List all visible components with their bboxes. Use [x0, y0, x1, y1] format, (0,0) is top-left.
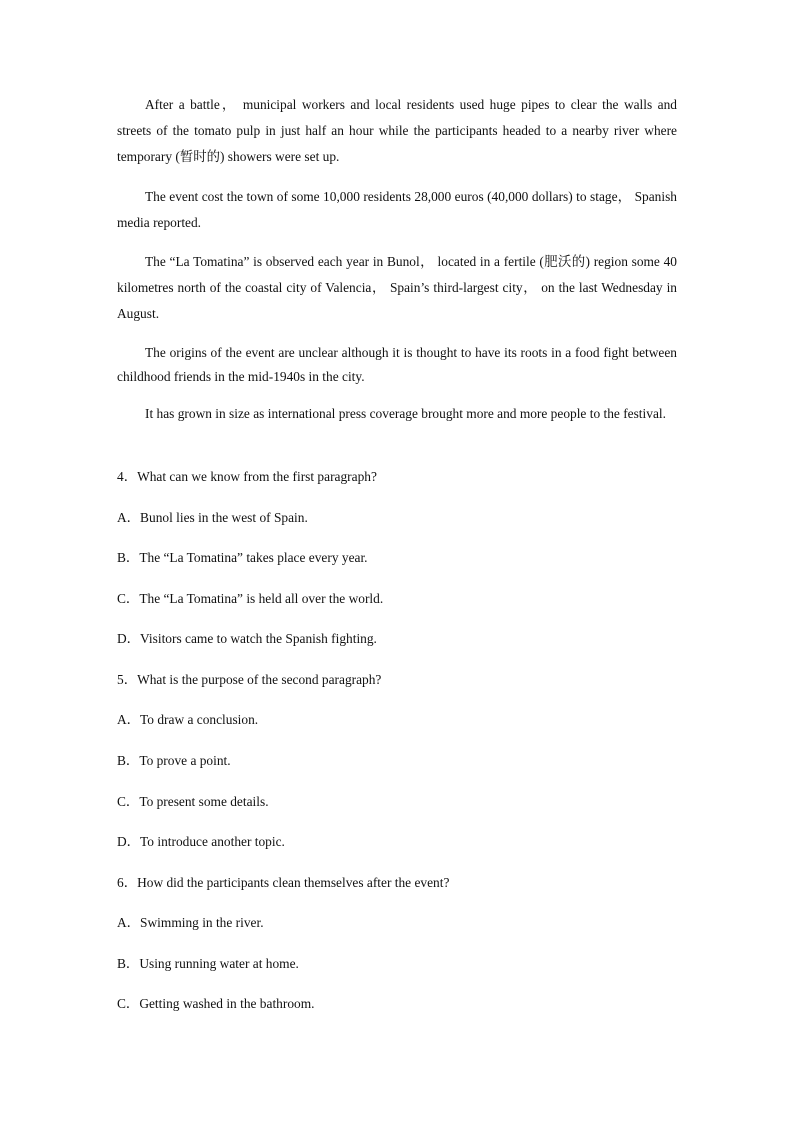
question-6: 6．How did the participants clean themselves after the event? — [117, 875, 450, 890]
question-5: 5．What is the purpose of the second paragraph? — [117, 672, 382, 687]
question-4-option-d: D．Visitors came to watch the Spanish fighting. — [117, 631, 377, 646]
question-5-option-b: B．To prove a point. — [117, 753, 231, 768]
question-6-option-c: C．Getting washed in the bathroom. — [117, 996, 315, 1011]
question-4-option-b: B．The “La Tomatina” takes place every year. — [117, 550, 368, 565]
question-4-option-c: C．The “La Tomatina” is held all over the world. — [117, 591, 384, 606]
paragraph-location: The “La Tomatina” is observed each year in Bunol， located in a fertile (肥沃的) region some 40 kilometres north of the coastal city of Valencia， Spain’s third-largest city， on the last Wednesday in August. — [117, 254, 677, 321]
question-5-option-d: D．To introduce another topic. — [117, 834, 285, 849]
paragraph-origins: The origins of the event are unclear although it is thought to have its roots in a food fight between childhood friends in the mid-1940s in the city. — [117, 345, 677, 384]
paragraph-cost: The event cost the town of some 10,000 residents 28,000 euros (40,000 dollars) to stage， Spanish media reported. — [117, 189, 677, 230]
question-5-option-c: C．To present some details. — [117, 794, 269, 809]
question-5-option-a: A．To draw a conclusion. — [117, 712, 259, 727]
question-6-option-a: A．Swimming in the river. — [117, 915, 264, 930]
question-4: 4．What can we know from the first paragraph? — [117, 469, 377, 484]
question-4-option-a: A．Bunol lies in the west of Spain. — [117, 510, 308, 525]
paragraph-growth: It has grown in size as international press coverage brought more and more people to the festival. — [145, 406, 666, 421]
paragraph-cleanup: After a battle， municipal workers and local residents used huge pipes to clear the walls and streets of the tomato pulp in just half an hour while the participants headed to a nearby river where temporary (暂时的) showers were set up. — [117, 97, 677, 164]
question-6-option-b: B．Using running water at home. — [117, 956, 299, 971]
